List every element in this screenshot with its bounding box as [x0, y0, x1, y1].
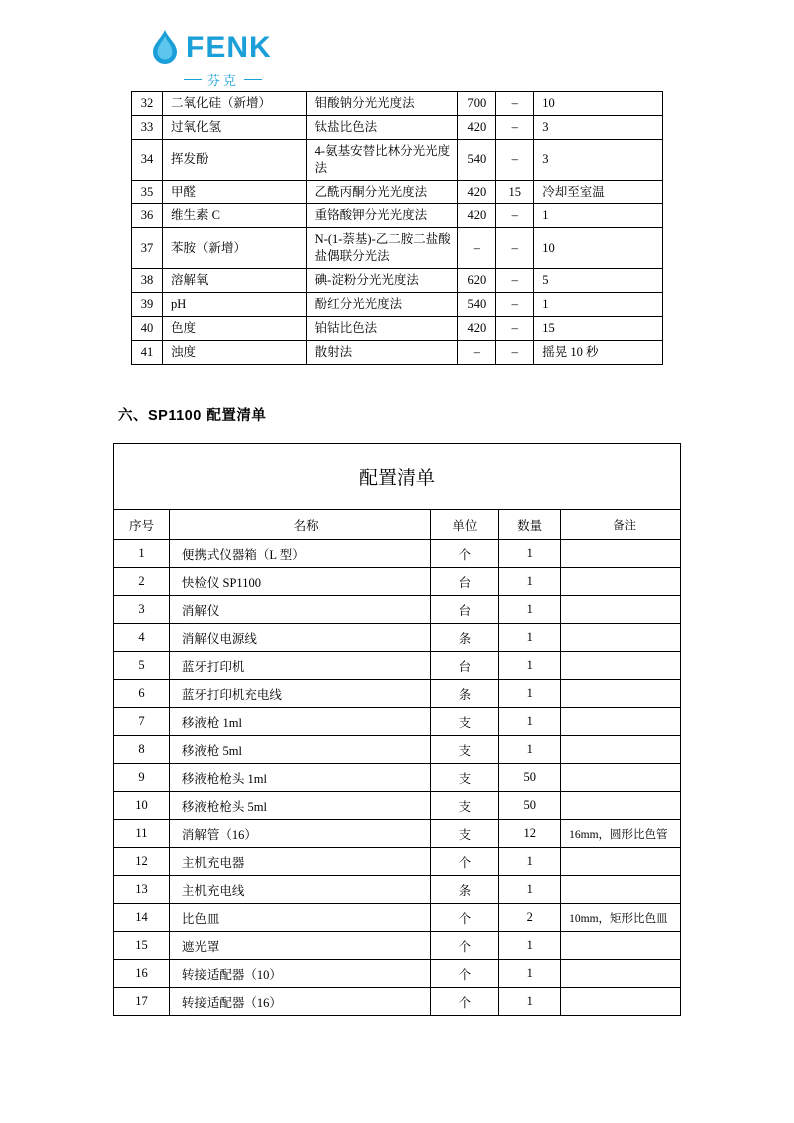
- row-remark: 3: [534, 115, 663, 139]
- row-remark: [561, 708, 681, 736]
- table-row: [114, 540, 681, 568]
- row-name: 转接适配器（10）: [169, 960, 431, 988]
- row-name: 遮光罩: [169, 932, 431, 960]
- row-no: 35: [132, 180, 163, 204]
- row-time: –: [496, 316, 534, 340]
- row-method: 酚红分光光度法: [306, 292, 458, 316]
- row-remark: [561, 764, 681, 792]
- row-remark: [561, 736, 681, 764]
- row-no: 17: [114, 988, 170, 1016]
- row-unit: 支: [431, 820, 499, 848]
- row-no: 11: [114, 820, 170, 848]
- row-unit: 个: [431, 904, 499, 932]
- row-time: 15: [496, 180, 534, 204]
- row-name: 溶解氧: [162, 269, 306, 293]
- row-wavelength: 420: [458, 316, 496, 340]
- row-no: 1: [114, 540, 170, 568]
- row-unit: 台: [431, 596, 499, 624]
- row-remark: 10: [534, 228, 663, 269]
- row-wavelength: –: [458, 340, 496, 364]
- table-row: [132, 316, 663, 340]
- row-remark: [561, 624, 681, 652]
- row-remark: 15: [534, 316, 663, 340]
- row-wavelength: –: [458, 228, 496, 269]
- row-name: 移液枪枪头 5ml: [169, 792, 431, 820]
- row-name: 挥发酚: [162, 139, 306, 180]
- table-row: [132, 204, 663, 228]
- table-row: [132, 92, 663, 116]
- config-title-row: [114, 444, 681, 510]
- table-row: [132, 269, 663, 293]
- header-remark: 备注: [561, 510, 681, 540]
- row-remark: 10mm，矩形比色皿: [561, 904, 681, 932]
- row-time: –: [496, 228, 534, 269]
- row-no: 40: [132, 316, 163, 340]
- row-method: 碘-淀粉分光光度法: [306, 269, 458, 293]
- row-qty: 1: [499, 960, 561, 988]
- table-row: [132, 180, 663, 204]
- row-qty: 1: [499, 876, 561, 904]
- row-method: 钼酸钠分光光度法: [306, 92, 458, 116]
- row-time: –: [496, 139, 534, 180]
- logo-rule-left: [184, 79, 202, 81]
- row-name: 转接适配器（16）: [169, 988, 431, 1016]
- row-name: 主机充电线: [169, 876, 431, 904]
- row-name: 蓝牙打印机: [169, 652, 431, 680]
- row-no: 7: [114, 708, 170, 736]
- row-qty: 12: [499, 820, 561, 848]
- table-row: [132, 228, 663, 269]
- row-qty: 1: [499, 988, 561, 1016]
- table-row: [114, 876, 681, 904]
- row-name: 便携式仪器箱（L 型）: [169, 540, 431, 568]
- row-no: 8: [114, 736, 170, 764]
- row-remark: 10: [534, 92, 663, 116]
- row-name: 苯胺（新增）: [162, 228, 306, 269]
- row-time: –: [496, 292, 534, 316]
- row-qty: 1: [499, 568, 561, 596]
- row-name: 消解管（16）: [169, 820, 431, 848]
- row-unit: 台: [431, 568, 499, 596]
- table-row: [132, 292, 663, 316]
- row-method: 重铬酸钾分光光度法: [306, 204, 458, 228]
- row-name: pH: [162, 292, 306, 316]
- table-row: [132, 340, 663, 364]
- methods-table: [131, 91, 663, 365]
- row-qty: 1: [499, 540, 561, 568]
- row-unit: 个: [431, 960, 499, 988]
- row-remark: [561, 540, 681, 568]
- row-no: 3: [114, 596, 170, 624]
- row-name: 甲醛: [162, 180, 306, 204]
- table-row: [114, 596, 681, 624]
- row-wavelength: 620: [458, 269, 496, 293]
- row-no: 32: [132, 92, 163, 116]
- row-qty: 1: [499, 932, 561, 960]
- water-drop-icon: [148, 28, 182, 68]
- configuration-list-table: [113, 443, 681, 1016]
- row-qty: 1: [499, 736, 561, 764]
- row-remark: 16mm，圆形比色管: [561, 820, 681, 848]
- row-qty: 1: [499, 652, 561, 680]
- row-no: 33: [132, 115, 163, 139]
- row-wavelength: 540: [458, 139, 496, 180]
- row-no: 34: [132, 139, 163, 180]
- row-remark: 1: [534, 292, 663, 316]
- table-row: [114, 708, 681, 736]
- table-row: [114, 960, 681, 988]
- header-qty: 数量: [499, 510, 561, 540]
- row-remark: [561, 596, 681, 624]
- table-row: [114, 680, 681, 708]
- row-unit: 个: [431, 988, 499, 1016]
- row-no: 16: [114, 960, 170, 988]
- row-name: 移液枪枪头 1ml: [169, 764, 431, 792]
- row-remark: [561, 680, 681, 708]
- company-logo: [148, 28, 272, 89]
- row-wavelength: 420: [458, 204, 496, 228]
- row-no: 38: [132, 269, 163, 293]
- row-no: 41: [132, 340, 163, 364]
- table-row: [114, 932, 681, 960]
- table-row: [114, 764, 681, 792]
- row-qty: 50: [499, 792, 561, 820]
- table-row: [132, 115, 663, 139]
- row-name: 移液枪 5ml: [169, 736, 431, 764]
- table-row: [114, 820, 681, 848]
- row-name: 二氧化硅（新增）: [162, 92, 306, 116]
- row-unit: 支: [431, 764, 499, 792]
- row-name: 主机充电器: [169, 848, 431, 876]
- row-no: 4: [114, 624, 170, 652]
- row-time: –: [496, 340, 534, 364]
- row-wavelength: 700: [458, 92, 496, 116]
- row-remark: 摇晃 10 秒: [534, 340, 663, 364]
- row-remark: [561, 792, 681, 820]
- table-row: [114, 988, 681, 1016]
- table-row: [114, 904, 681, 932]
- row-name: 快检仪 SP1100: [169, 568, 431, 596]
- configuration-list-body: [114, 444, 681, 1016]
- row-name: 移液枪 1ml: [169, 708, 431, 736]
- header-no: 序号: [114, 510, 170, 540]
- table-row: [114, 792, 681, 820]
- row-remark: 冷却至室温: [534, 180, 663, 204]
- table-row: [114, 652, 681, 680]
- row-qty: 1: [499, 624, 561, 652]
- table-row: [114, 736, 681, 764]
- row-no: 15: [114, 932, 170, 960]
- row-qty: 1: [499, 708, 561, 736]
- row-method: 乙酰丙酮分光光度法: [306, 180, 458, 204]
- section-heading: 六、SP1100 配置清单: [118, 408, 267, 424]
- config-title: 配置清单: [114, 444, 681, 510]
- row-unit: 条: [431, 876, 499, 904]
- row-no: 6: [114, 680, 170, 708]
- row-method: 散射法: [306, 340, 458, 364]
- row-no: 39: [132, 292, 163, 316]
- row-no: 9: [114, 764, 170, 792]
- row-qty: 2: [499, 904, 561, 932]
- row-name: 过氧化氢: [162, 115, 306, 139]
- methods-table-body: [132, 92, 663, 365]
- row-qty: 1: [499, 848, 561, 876]
- row-no: 12: [114, 848, 170, 876]
- row-remark: 1: [534, 204, 663, 228]
- row-wavelength: 420: [458, 180, 496, 204]
- logo-subtitle-text: 芬克: [206, 73, 239, 88]
- table-row: [114, 568, 681, 596]
- row-unit: 台: [431, 652, 499, 680]
- row-remark: [561, 960, 681, 988]
- row-method: 4-氨基安替比林分光光度法: [306, 139, 458, 180]
- table-row: [114, 848, 681, 876]
- row-unit: 个: [431, 932, 499, 960]
- logo-brand-text: FENK: [186, 31, 272, 64]
- row-remark: [561, 568, 681, 596]
- table-row: [114, 624, 681, 652]
- row-remark: [561, 652, 681, 680]
- row-name: 浊度: [162, 340, 306, 364]
- row-name: 消解仪: [169, 596, 431, 624]
- row-unit: 条: [431, 624, 499, 652]
- row-unit: 支: [431, 736, 499, 764]
- row-name: 色度: [162, 316, 306, 340]
- row-remark: [561, 848, 681, 876]
- logo-subtitle: [184, 70, 262, 89]
- row-name: 维生素 C: [162, 204, 306, 228]
- row-no: 10: [114, 792, 170, 820]
- row-no: 13: [114, 876, 170, 904]
- config-header-row: [114, 510, 681, 540]
- row-method: N-(1-萘基)-乙二胺二盐酸盐偶联分光法: [306, 228, 458, 269]
- row-qty: 1: [499, 596, 561, 624]
- header-unit: 单位: [431, 510, 499, 540]
- row-name: 蓝牙打印机充电线: [169, 680, 431, 708]
- row-no: 14: [114, 904, 170, 932]
- row-unit: 支: [431, 708, 499, 736]
- row-unit: 个: [431, 848, 499, 876]
- row-qty: 1: [499, 680, 561, 708]
- row-no: 37: [132, 228, 163, 269]
- row-remark: 3: [534, 139, 663, 180]
- row-unit: 条: [431, 680, 499, 708]
- row-time: –: [496, 115, 534, 139]
- row-method: 钛盐比色法: [306, 115, 458, 139]
- row-remark: 5: [534, 269, 663, 293]
- row-name: 消解仪电源线: [169, 624, 431, 652]
- row-remark: [561, 932, 681, 960]
- logo-row: [148, 28, 272, 68]
- row-remark: [561, 988, 681, 1016]
- row-time: –: [496, 269, 534, 293]
- header-name: 名称: [169, 510, 431, 540]
- row-wavelength: 540: [458, 292, 496, 316]
- row-no: 36: [132, 204, 163, 228]
- row-unit: 支: [431, 792, 499, 820]
- table-row: [132, 139, 663, 180]
- row-remark: [561, 876, 681, 904]
- row-wavelength: 420: [458, 115, 496, 139]
- row-name: 比色皿: [169, 904, 431, 932]
- row-no: 2: [114, 568, 170, 596]
- row-method: 铂钴比色法: [306, 316, 458, 340]
- row-time: –: [496, 204, 534, 228]
- row-time: –: [496, 92, 534, 116]
- row-no: 5: [114, 652, 170, 680]
- logo-rule-right: [244, 79, 262, 81]
- row-qty: 50: [499, 764, 561, 792]
- row-unit: 个: [431, 540, 499, 568]
